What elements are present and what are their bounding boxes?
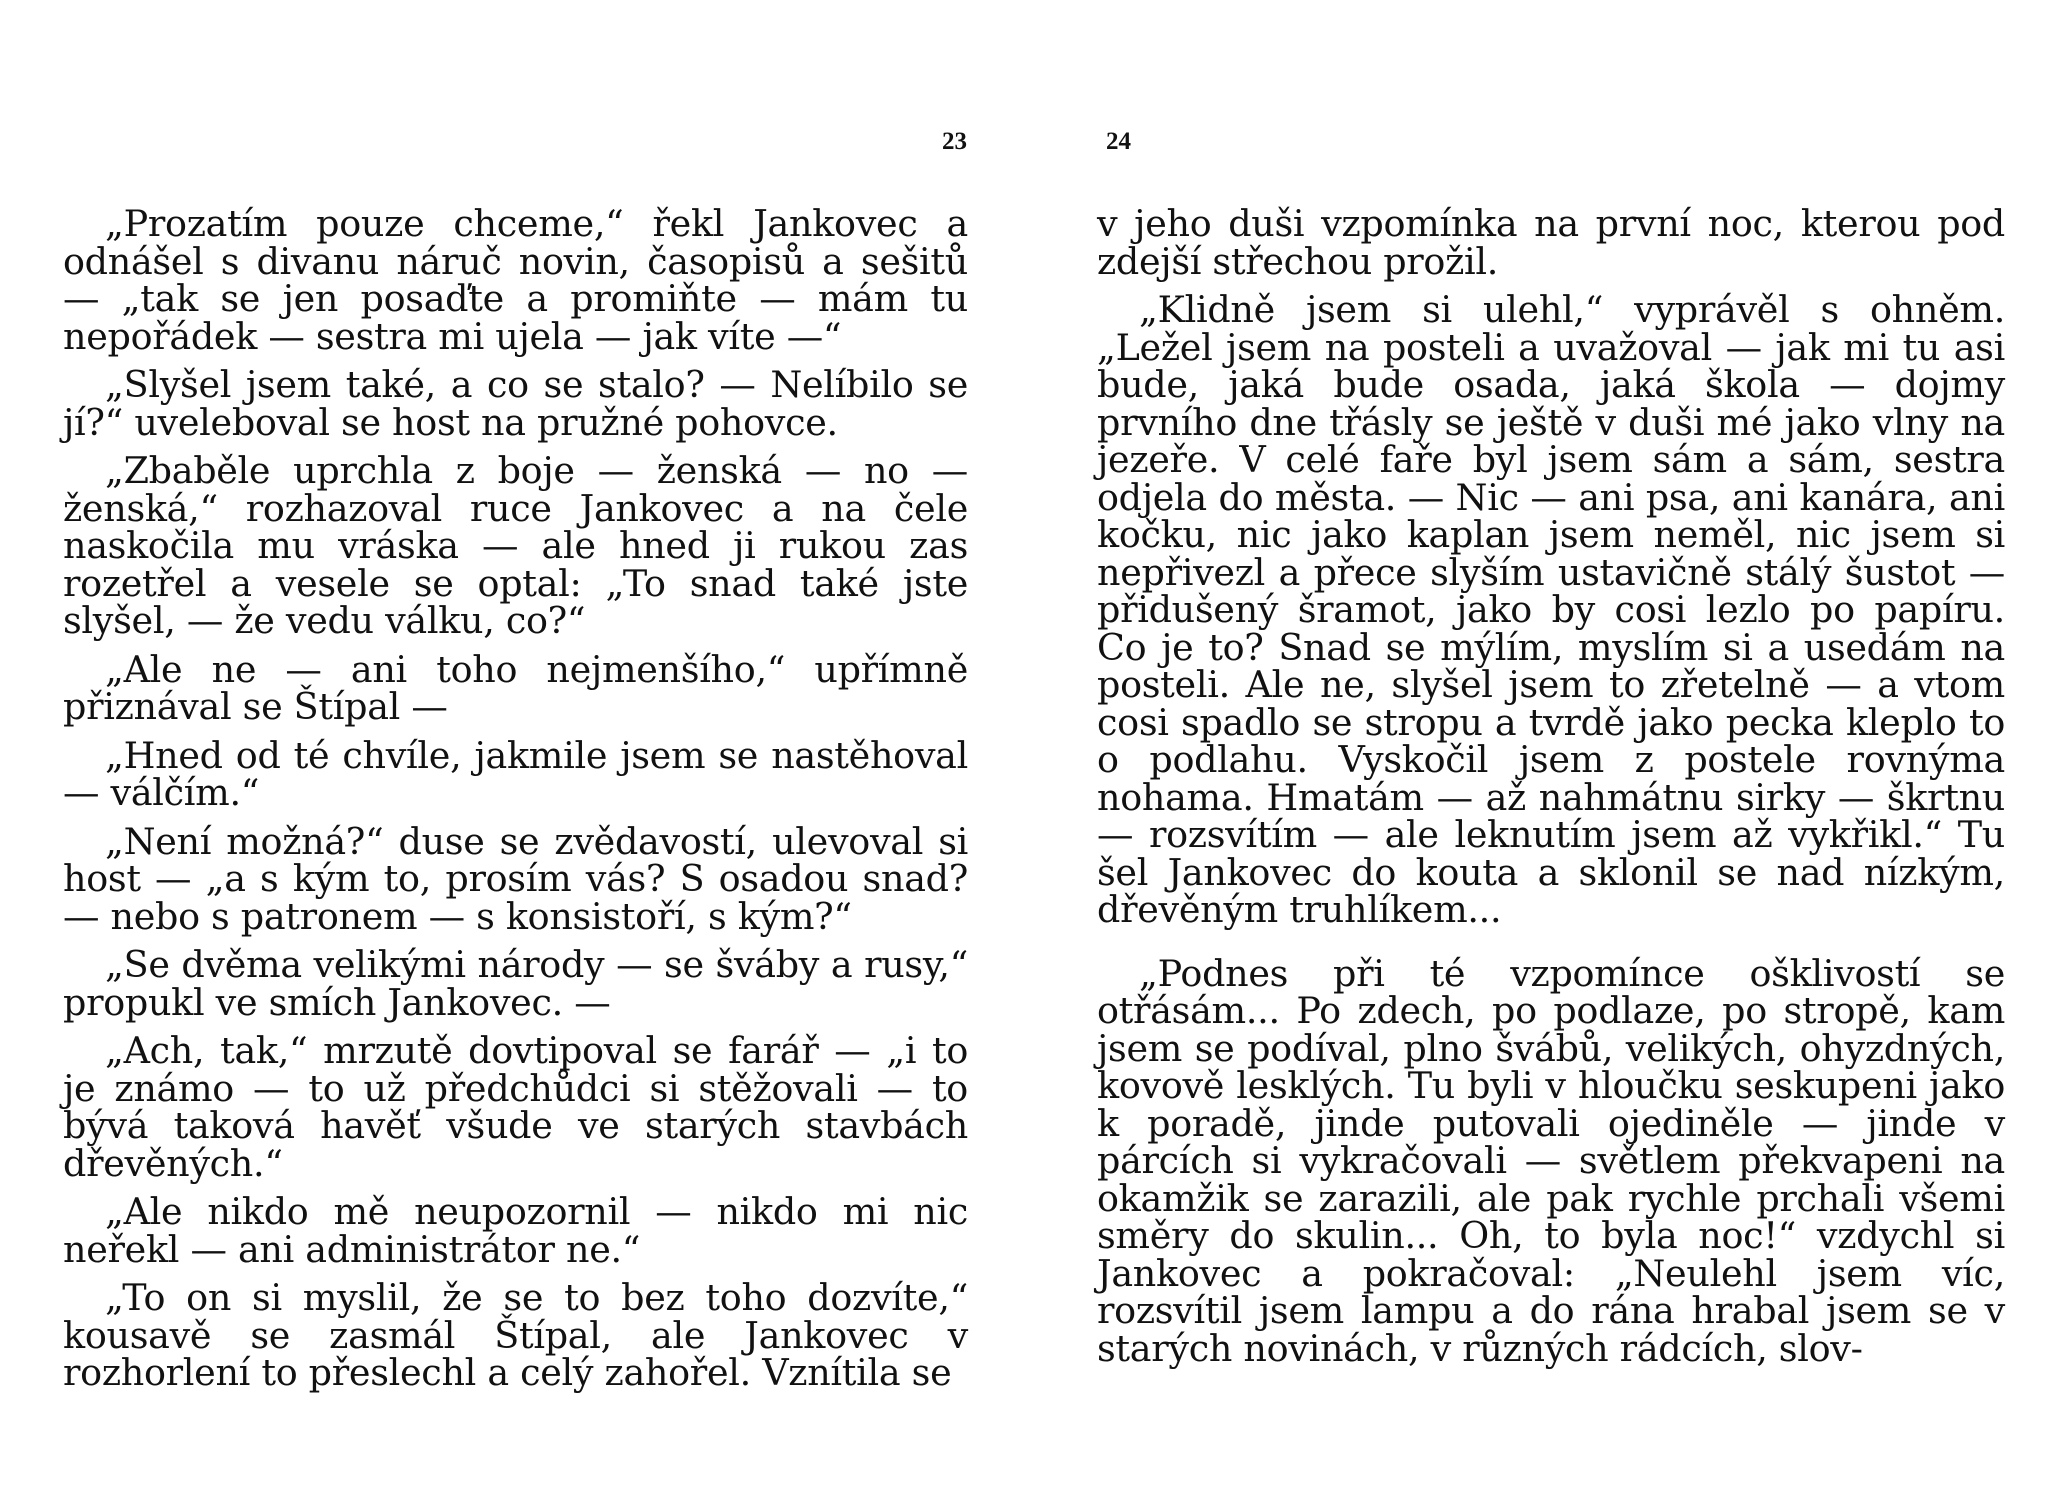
right-page-text	[1097, 202, 2005, 1378]
paragraph: „Hned od té chvíle, jakmile jsem se nastěhoval — válčím.“	[63, 733, 968, 814]
right-page	[1024, 0, 2048, 1500]
paragraph: „To on si myslil, že se to bez toho dozvíte,“ kousavě se zasmál Štípal, ale Jankovec v rozhorlení to přeslechl a celý zahořel. Vznítila se	[63, 1276, 968, 1394]
paragraph: „Zbaběle uprchla z boje — ženská — no — ženská,“ rozhazoval ruce Jankovec a na čele naskočila mu vráska — ale hned ji rukou zas rozetřel a vesele se optal: „To snad také jste slyšel, — že vedu válku, co?“	[63, 449, 968, 642]
page-number-right: 24	[1106, 128, 1131, 155]
paragraph: „Se dvěma velikými národy — se šváby a rusy,“ propukl ve smích Jankovec. —	[63, 943, 968, 1024]
paragraph: „Prozatím pouze chceme,“ řekl Jankovec a odnášel s divanu náruč novin, časopisů a sešitů — „tak se jen posaďte a promiňte — mám tu nepořádek — sestra mi ujela — jak víte —“	[63, 202, 968, 358]
paragraph: „Ale nikdo mě neupozornil — nikdo mi nic neřekl — ani administrátor ne.“	[63, 1190, 968, 1271]
left-page-text	[63, 202, 968, 1403]
paragraph: „Ale ne — ani toho nejmenšího,“ upřímně přiznával se Štípal —	[63, 647, 968, 728]
paragraph: „Slyšel jsem také, a co se stalo? — Nelíbilo se jí?“ uveleboval se host na pružné pohovce.	[63, 363, 968, 444]
paragraph: „Klidně jsem si ulehl,“ vyprávěl s ohněm. „Ležel jsem na posteli a uvažoval — jak mi tu asi bude, jaká bude osada, jaká škola — dojmy prvního dne třásly se ještě v duši mé jako vlny na jezeře. V celé faře byl jsem sám a sám, sestra odjela do města. — Nic — ani psa, ani kanára, ani kočku, nic jako kaplan jsem neměl, nic jsem si nepřivezl a přece slyším ustavičně stálý šustot — přidušený šramot, jako by cosi lezlo po papíru. Co je to? Snad se mýlím, myslím si a usedám na posteli. Ale ne, slyšel jsem to zřetelně — a vtom cosi spadlo se stropu a tvrdě jako pecka kleplo to o podlahu. Vyskočil jsem z postele rovnýma nohama. Hmatám — až nahmátnu sirky — škrtnu — rozsvítím — ale leknutím jsem až vykřikl.“ Tu šel Jankovec do kouta a sklonil se nad nízkým, dřevěným truhlíkem...	[1097, 288, 2005, 931]
paragraph: „Není možná?“ duse se zvědavostí, ulevoval si host — „a s kým to, prosím vás? S osadou snad? — nebo s patronem — s konsistoří, s kým?“	[63, 819, 968, 938]
paragraph: „Ach, tak,“ mrzutě dovtipoval se farář — „i to je známo — to už předchůdci si stěžovali — to bývá taková havěť všude ve starých stavbách dřevěných.“	[63, 1029, 968, 1185]
page-number-left: 23	[942, 128, 967, 155]
paragraph: „Podnes při té vzpomínce ošklivostí se otřásám... Po zdech, po podlaze, po stropě, kam jsem se podíval, plno švábů, velikých, ohyzdných, kovově lesklých. Tu byli v hloučku seskupeni jako k poradě, jinde putovali ojediněle — jinde v párcích si vykračovali — světlem překvapeni na okamžik se zarazili, ale pak rychle prchali všemi směry do skulin... Oh, to byla noc!“ vzdychl si Jankovec a pokračoval: „Neulehl jsem víc, rozsvítil jsem lampu a do rána hrabal jsem se v starých novinách, v různých rádcích, slov-	[1097, 951, 2005, 1370]
paragraph-continuation: v jeho duši vzpomínka na první noc, kterou pod zdejší střechou prožil.	[1097, 202, 2005, 283]
